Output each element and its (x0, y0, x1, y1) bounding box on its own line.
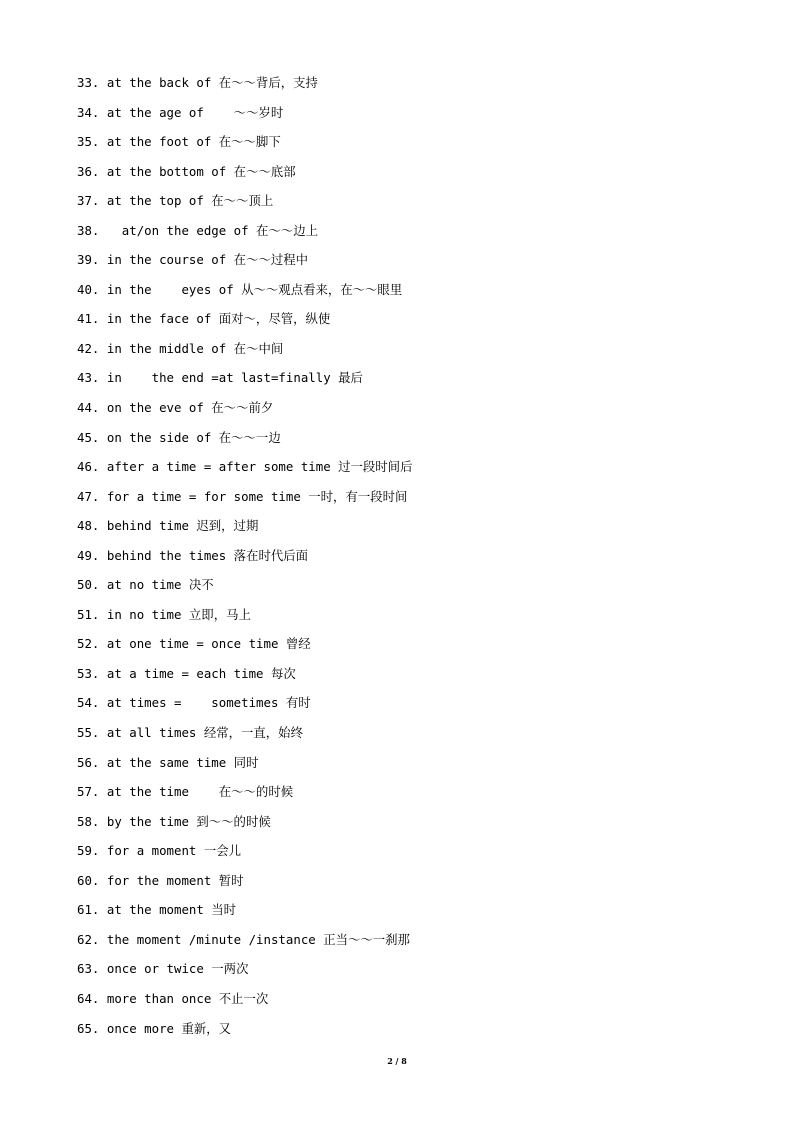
entry-number: 39. (77, 252, 100, 268)
entry-number: 46. (77, 459, 100, 475)
phrase-entry (77, 309, 412, 339)
phrase-entry (77, 930, 412, 960)
entry-number: 36. (77, 163, 100, 179)
entry-number: 58. (77, 813, 100, 829)
entry-text: for a time = for some time 一时，有一段时间 (106, 488, 408, 504)
phrase-entry (77, 723, 412, 753)
entry-text: once more 重新，又 (106, 1020, 232, 1036)
entry-number: 63. (77, 961, 100, 977)
entry-text: in the face of 面对～，尽管，纵使 (106, 311, 331, 327)
phrase-entry (77, 812, 412, 842)
entry-number: 65. (77, 1020, 100, 1036)
entry-text: at a time = each time 每次 (106, 665, 296, 681)
entry-number: 42. (77, 340, 100, 356)
entry-number: 35. (77, 134, 100, 150)
entry-text: on the side of 在～～一边 (106, 429, 281, 445)
entry-text: once or twice 一两次 (106, 961, 249, 977)
phrase-entry (77, 959, 412, 989)
entry-text: at the top of 在～～顶上 (106, 193, 274, 209)
phrase-entry (77, 546, 412, 576)
entry-text: at/on the edge of 在～～边上 (106, 222, 319, 238)
entry-number: 41. (77, 311, 100, 327)
entry-text: by the time 到～～的时候 (106, 813, 271, 829)
phrase-entry (77, 693, 412, 723)
phrase-entry (77, 221, 412, 251)
phrase-entry (77, 132, 412, 162)
entry-number: 43. (77, 370, 100, 386)
phrase-entry (77, 664, 412, 694)
entry-number: 34. (77, 104, 100, 120)
entry-text: at the same time 同时 (106, 754, 259, 770)
phrase-entry (77, 398, 412, 428)
entry-text: behind time 迟到，过期 (106, 518, 259, 534)
entry-text: at all times 经常，一直，始终 (106, 725, 303, 741)
entry-text: at the foot of 在～～脚下 (106, 134, 281, 150)
phrase-entry (77, 1019, 412, 1049)
phrase-entry (77, 280, 412, 310)
phrase-entry (77, 191, 412, 221)
entry-text: the moment /minute /instance 正当～～一刹那 (106, 931, 410, 947)
entry-text: in the middle of 在～中间 (106, 340, 284, 356)
entry-number: 38. (77, 222, 100, 238)
entry-number: 44. (77, 400, 100, 416)
entry-number: 33. (77, 75, 100, 90)
entry-text: on the eve of 在～～前夕 (106, 400, 274, 416)
entry-text: at one time = once time 曾经 (106, 636, 311, 652)
entry-text: in the course of 在～～过程中 (106, 252, 309, 268)
entry-text: at the back of 在～～背后，支持 (106, 75, 318, 90)
entry-text: at the moment 当时 (106, 902, 237, 918)
entry-text: for a moment 一会儿 (106, 843, 242, 859)
phrase-entry (77, 103, 412, 133)
phrase-entry (77, 516, 412, 546)
entry-number: 62. (77, 931, 100, 947)
entry-text: at no time 决不 (106, 577, 214, 593)
phrase-entry (77, 753, 412, 783)
phrase-entry (77, 162, 412, 192)
entry-text: at the age of ～～岁时 (106, 104, 284, 120)
entry-text: in the eyes of 从～～观点看来，在～～眼里 (106, 281, 403, 297)
entry-number: 61. (77, 902, 100, 918)
phrase-entry (77, 575, 412, 605)
phrase-entry (77, 457, 412, 487)
entry-number: 56. (77, 754, 100, 770)
phrase-entry (77, 487, 412, 517)
phrase-entry (77, 73, 412, 103)
phrase-entry (77, 428, 412, 458)
entry-number: 59. (77, 843, 100, 859)
entry-number: 64. (77, 990, 100, 1006)
entry-number: 47. (77, 488, 100, 504)
entry-number: 48. (77, 518, 100, 534)
entry-number: 49. (77, 547, 100, 563)
entry-number: 54. (77, 695, 100, 711)
entry-number: 52. (77, 636, 100, 652)
page-number: 2 / 8 (387, 1056, 407, 1066)
entry-number: 37. (77, 193, 100, 209)
entry-text: at the bottom of 在～～底部 (106, 163, 296, 179)
entry-text: at times = sometimes 有时 (106, 695, 311, 711)
entry-text: after a time = after some time 过一段时间后 (106, 459, 413, 475)
entry-number: 50. (77, 577, 100, 593)
entry-text: at the time 在～～的时候 (106, 784, 294, 800)
phrase-entry (77, 900, 412, 930)
phrase-entry (77, 339, 412, 369)
entry-number: 60. (77, 872, 100, 888)
entry-number: 55. (77, 725, 100, 741)
entry-number: 40. (77, 281, 100, 297)
phrase-entry (77, 871, 412, 901)
phrase-list (77, 73, 412, 1048)
entry-number: 51. (77, 606, 100, 622)
entry-number: 57. (77, 784, 100, 800)
phrase-entry (77, 250, 412, 280)
entry-number: 53. (77, 665, 100, 681)
phrase-entry (77, 841, 412, 871)
entry-text: in the end =at last=finally 最后 (106, 370, 363, 386)
phrase-entry (77, 782, 412, 812)
entry-text: in no time 立即，马上 (106, 606, 251, 622)
entry-text: more than once 不止一次 (106, 990, 269, 1006)
phrase-entry (77, 605, 412, 635)
phrase-entry (77, 368, 412, 398)
entry-number: 45. (77, 429, 100, 445)
phrase-entry (77, 989, 412, 1019)
entry-text: behind the times 落在时代后面 (106, 547, 309, 563)
phrase-entry (77, 634, 412, 664)
entry-text: for the moment 暂时 (106, 872, 244, 888)
